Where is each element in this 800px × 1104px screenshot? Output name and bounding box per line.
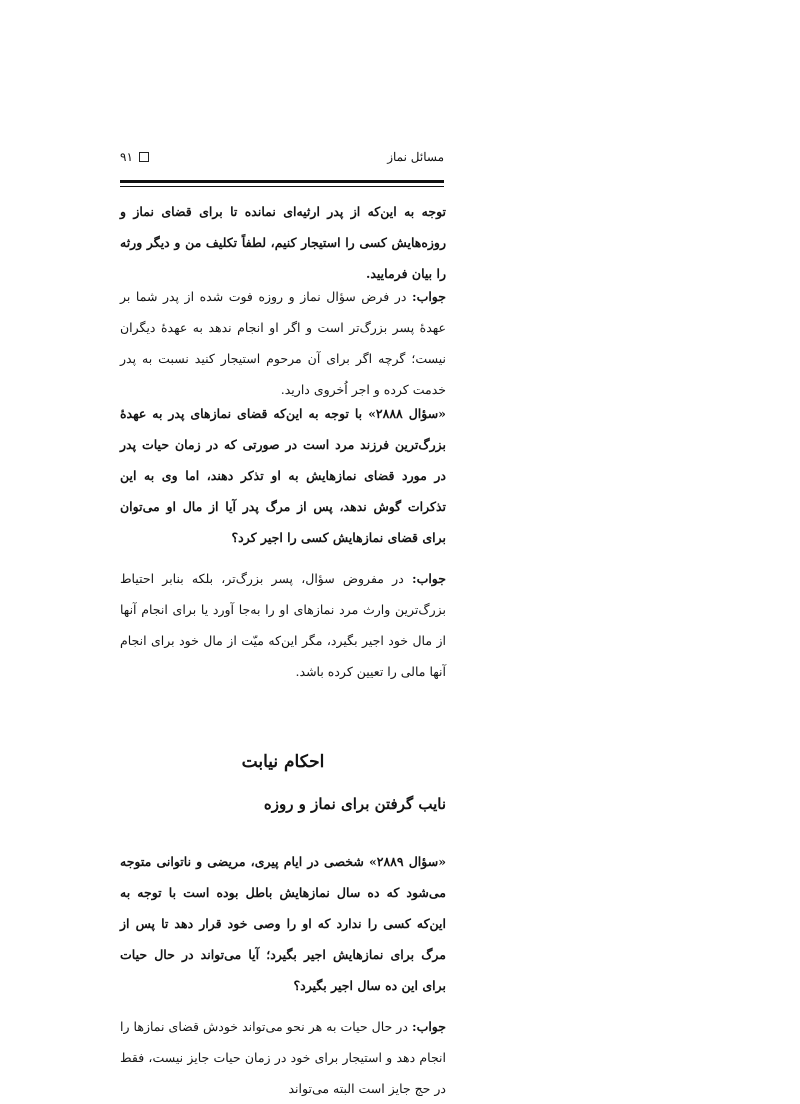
question-label: «سؤال ۲۸۸۹» [368, 854, 447, 869]
answer-2 [120, 563, 446, 687]
section-title: احکام نیابت [241, 752, 325, 772]
question-2889 [120, 846, 446, 1001]
square-bullet-icon [139, 152, 149, 162]
running-title: مسائل نماز [387, 150, 444, 164]
answer-text: در فرض سؤال نماز و روزه فوت شده از پدر شما بر عهدهٔ پسر بزرگ‌تر است و اگر او انجام ندهد به عهدهٔ دیگران نیست؛ گرچه اگر برای آن مرحوم استیجار کنید نسبت به پدر خدمت کرده و اجر اُخروی دارید. [120, 289, 446, 397]
page-number-group [120, 150, 149, 164]
sub-title: نایب گرفتن برای نماز و روزه [263, 795, 446, 813]
question-continuation-text: توجه به این‌که از پدر ارثیه‌ای نمانده تا برای قضای نماز و روزه‌هایش کسی را استیجار کنیم، لطفاً تکلیف من و دیگر ورثه را بیان فرمایید. [120, 204, 446, 281]
header-rule-thin [120, 186, 444, 187]
answer-1 [120, 281, 446, 405]
question-2888 [120, 398, 446, 553]
question-text: شخصی در ایام پیری، مریضی و ناتوانی متوجه می‌شود که ده سال نمازهایش باطل بوده است با توجه به این‌که کسی را ندارد که او را وصی خود قرار دهد تا پس از مرگ برای نمازهایش اجیر بگیرد؛ آیا می‌تواند در حال حیات برای این ده سال اجیر بگیرد؟ [120, 854, 446, 993]
question-label: «سؤال ۲۸۸۸» [368, 406, 446, 421]
question-continuation [120, 196, 446, 289]
page-header [120, 146, 444, 168]
answer-3 [120, 1011, 446, 1104]
answer-text: در مفروض سؤال، پسر بزرگ‌تر، بلکه بنابر احتیاط بزرگ‌ترین وارث مرد نمازهای او را به‌جا آورد یا برای انجام آنها از مال خود اجیر بگیرد، مگر این‌که میّت از مال خود برای انجام آنها مالی را تعیین کرده باشد. [120, 571, 446, 679]
header-rule-thick [120, 180, 444, 183]
answer-label: جواب: [411, 1019, 446, 1034]
page-number: ۹۱ [120, 150, 133, 164]
question-text: با توجه به این‌که قضای نمازهای پدر به عهدهٔ بزرگ‌ترین فرزند مرد است در صورتی که در زمان حیات پدر در مورد قضای نمازهایش به او تذکر دهند، اما وی به این تذکرات گوش ندهد، پس از مرگ پدر آیا از مال او می‌توان برای قضای نمازهایش کسی را اجیر کرد؟ [120, 406, 446, 545]
answer-label: جواب: [411, 571, 446, 586]
answer-label: جواب: [411, 289, 446, 304]
answer-text: در حال حیات به هر نحو می‌تواند خودش قضای نمازها را انجام دهد و استیجار برای خود در زمان حیات جایز نیست، فقط در حج جایز است البته می‌تواند [120, 1019, 446, 1096]
